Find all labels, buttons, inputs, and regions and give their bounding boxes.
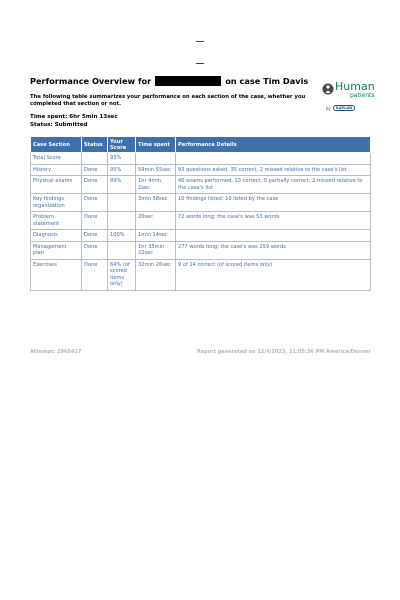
cell-time: 32min 26sec [136,259,176,290]
table-row [31,164,371,176]
cell-time: 59min 55sec [136,164,176,176]
report-generated: Report generated on 12/4/2023, 11:05:36 PM America/Denver [196,349,371,355]
cell-status: Done [82,164,108,176]
logo-mark-icon [322,83,334,95]
cell-score [108,194,136,212]
table-header-row [31,137,371,153]
table-row [31,241,371,259]
cell-time: 20sec [136,212,176,230]
logo-sub-text: patients [350,92,375,99]
cell-status: Done [82,176,108,194]
cell-details: 46 exams performed, 13 correct, 0 partially correct, 2 missed relative to the case's list [176,176,371,194]
page-separator-dash [196,41,204,42]
logo-by-text: by [326,105,331,111]
header-your-score: Your Score [108,137,136,153]
cell-score: 100% [108,230,136,242]
table-row [31,230,371,242]
cell-score [108,212,136,230]
cell-score: 93% [108,153,136,165]
table-row [31,259,371,290]
cell-section: Diagnosis [31,230,82,242]
table-row [31,212,371,230]
cell-section: History [31,164,82,176]
header-time-spent: Time spent [136,137,176,153]
cell-status: Done [82,212,108,230]
cell-section: Total Score [31,153,82,165]
cell-score: 64% (of scored items only) [108,259,136,290]
logo-kaplan [326,105,355,111]
human-patients-logo [318,80,380,120]
table-row [31,194,371,212]
header-performance-details: Performance Details [176,137,371,153]
table-row [31,153,371,165]
attempt-id: Attempt: 2968417 [30,349,82,355]
cell-details: 277 words long; the case's was 259 words [176,241,371,259]
cell-details: 72 words long; the case's was 53 words [176,212,371,230]
header-case-section: Case Section [31,137,82,153]
title-suffix: on case Tim Davis [225,76,309,86]
cell-details: 9 of 14 correct (of scored items only) [176,259,371,290]
logo-brand-text: Human [335,80,375,93]
cell-status: Done [82,230,108,242]
cell-details: 10 findings listed; 10 listed by the case [176,194,371,212]
time-spent: Time spent: 6hr 5min 13sec [30,114,118,120]
cell-time: 1hr 4min 2sec [136,176,176,194]
table-row [31,176,371,194]
cell-details [176,230,371,242]
page-title [30,76,308,86]
cell-time [136,153,176,165]
cell-section: Management plan [31,241,82,259]
summary-text: The following table summarizes your performance on each section of the case, whether you completed that section or not. [30,94,306,107]
performance-table [30,136,371,291]
page-separator-dash [196,63,204,64]
attempt-meta [30,114,118,129]
cell-time: 1min 14sec [136,230,176,242]
cell-score: 95% [108,164,136,176]
cell-score [108,241,136,259]
cell-status [82,153,108,165]
cell-details: 93 questions asked, 35 correct, 2 missed relative to the case's list [176,164,371,176]
cell-score: 89% [108,176,136,194]
cell-time: 1hr 35min 22sec [136,241,176,259]
header-status: Status [82,137,108,153]
cell-section: Physical exams [31,176,82,194]
cell-status: Done [82,241,108,259]
redacted-name [155,76,221,86]
status-text: Status: Submitted [30,121,88,128]
cell-time: 3min 58sec [136,194,176,212]
cell-section: Key findings organization [31,194,82,212]
cell-section: Problem statement [31,212,82,230]
cell-status: Done [82,194,108,212]
title-prefix: Performance Overview for [30,76,152,86]
cell-details [176,153,371,165]
kaplan-badge: KAPLAN [333,105,355,111]
cell-section: Exercises [31,259,82,290]
cell-status: Done [82,259,108,290]
report-header [30,74,380,134]
